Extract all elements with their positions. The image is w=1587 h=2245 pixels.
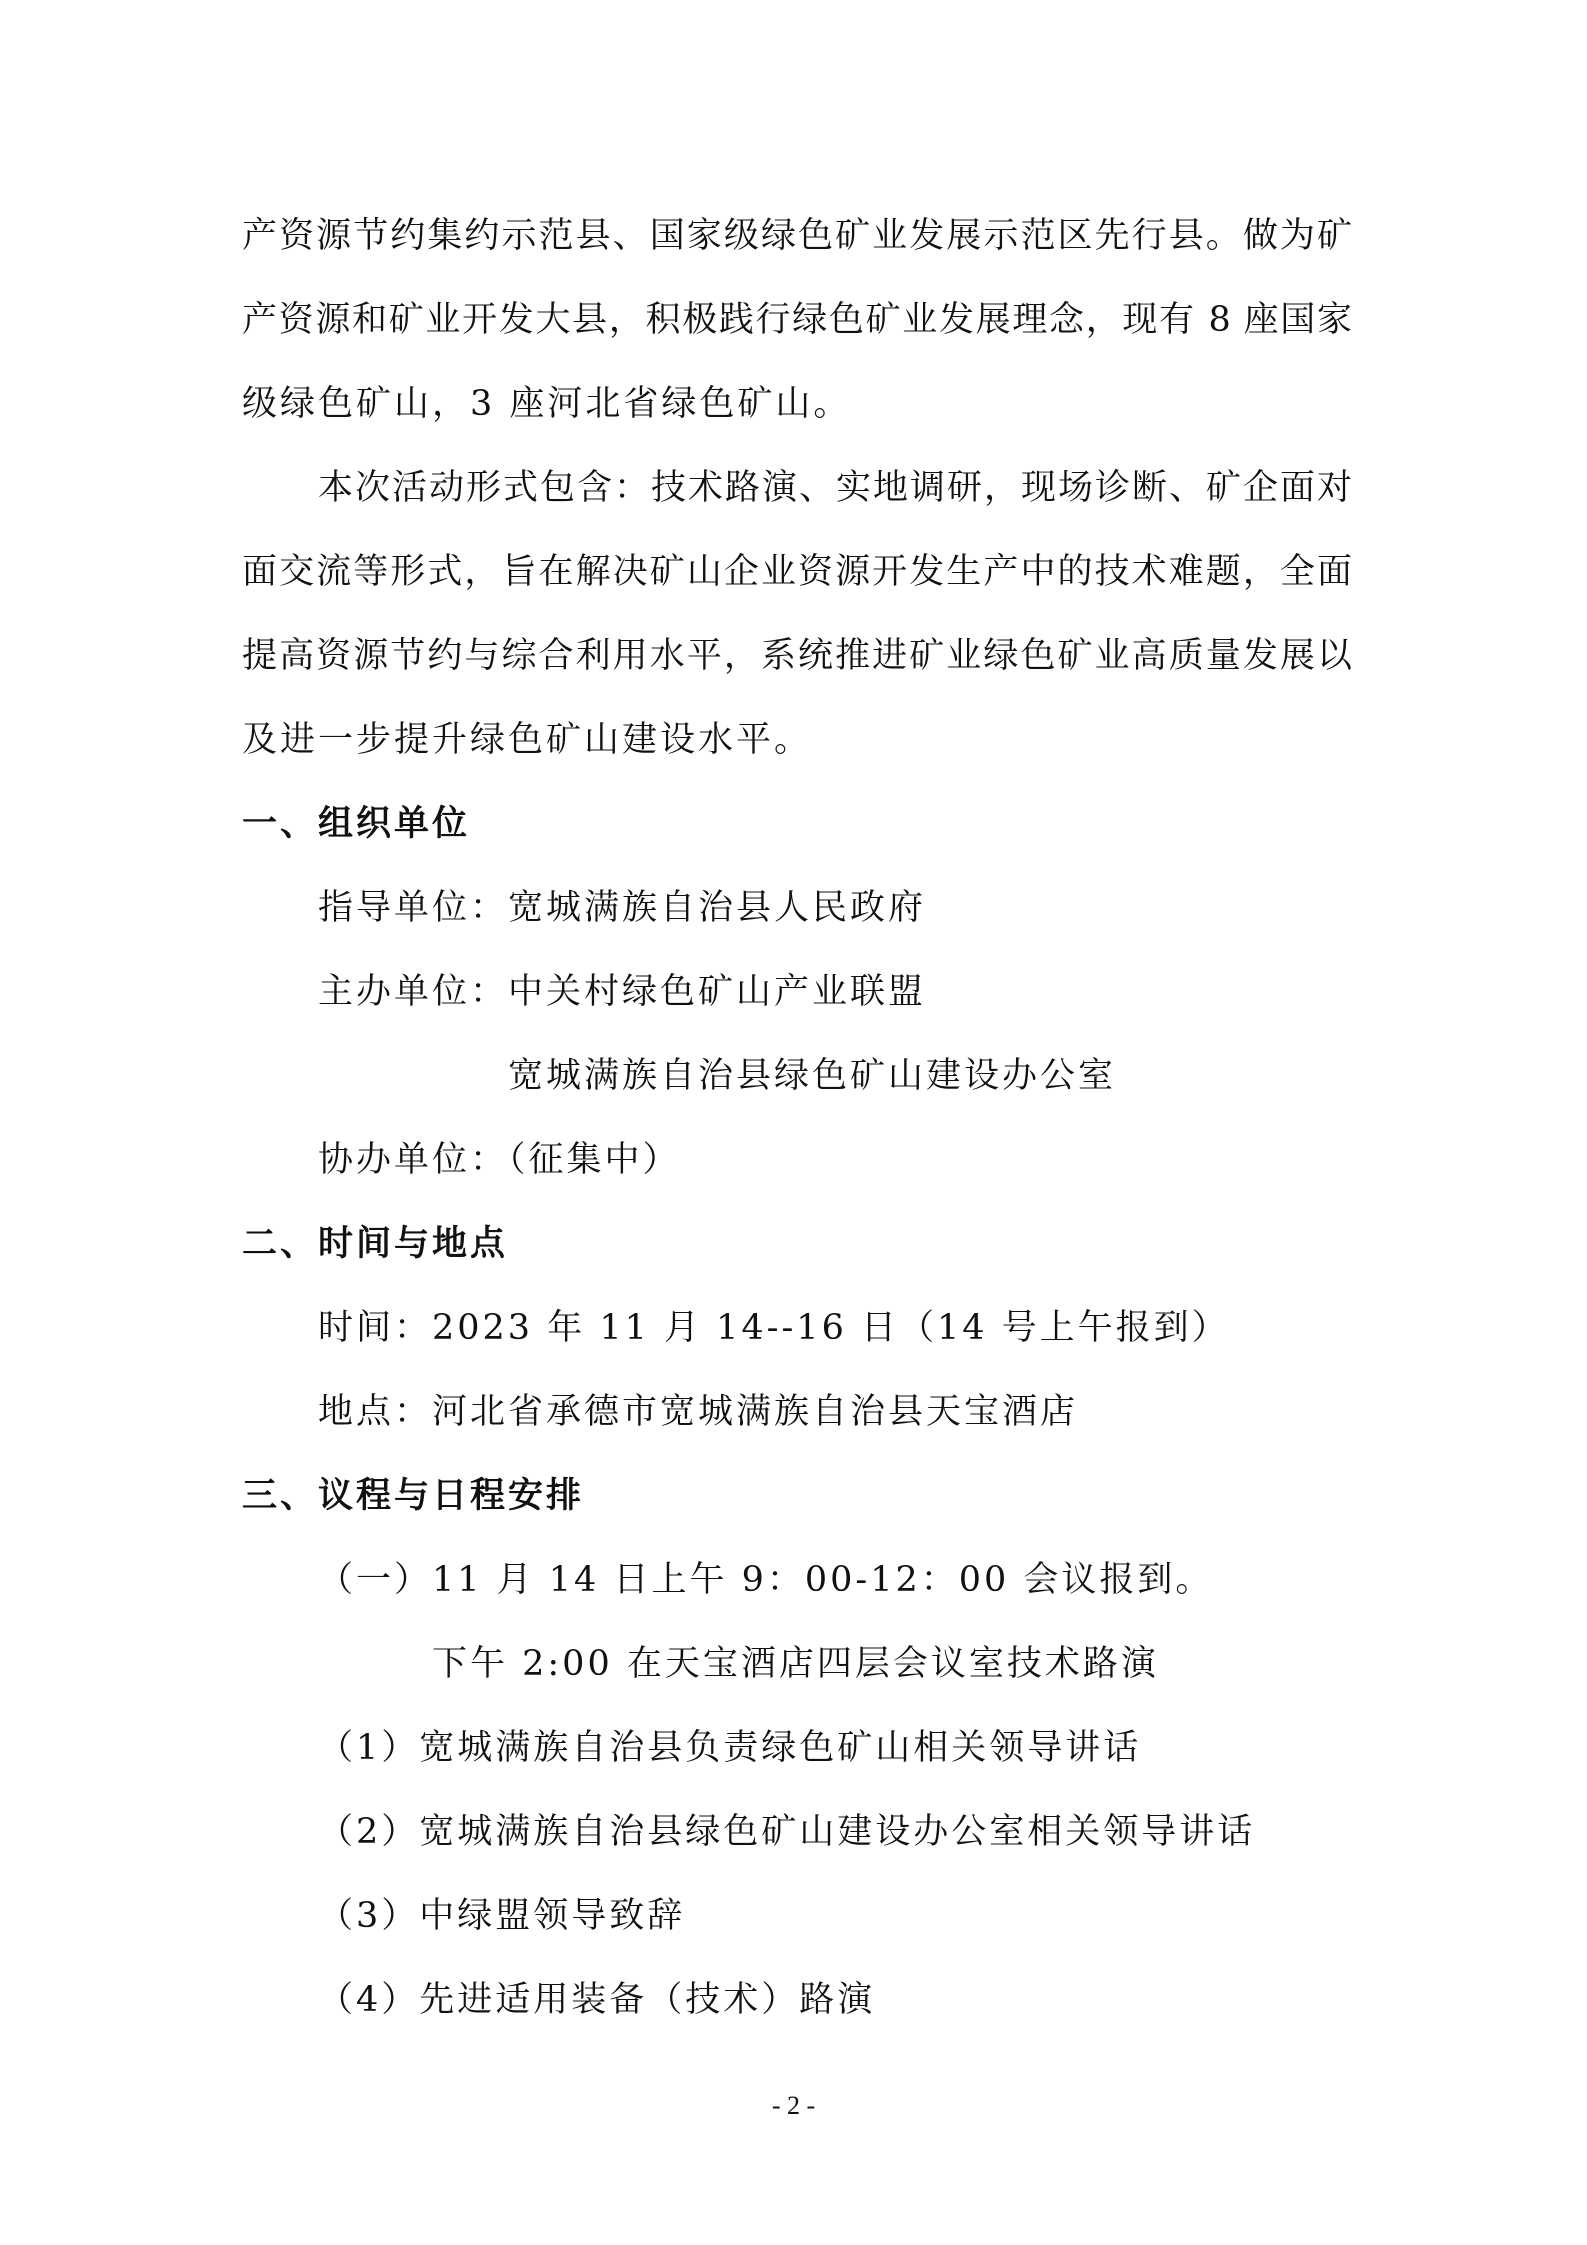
paragraph-2-line-4: 及进一步提升绿色矿山建设水平。 — [242, 720, 813, 760]
guide-unit: 指导单位：宽城满族自治县人民政府 — [318, 888, 927, 928]
section-1-heading: 一、组织单位 — [242, 804, 471, 844]
section-3-heading: 三、议程与日程安排 — [242, 1476, 585, 1516]
paragraph-2-line-3: 提高资源节约与综合利用水平，系统推进矿业绿色矿业高质量发展以 — [242, 636, 1352, 676]
agenda-item-3: （3）中绿盟领导致辞 — [318, 1896, 686, 1936]
paragraph-2-line-1: 本次活动形式包含：技术路演、实地调研，现场诊断、矿企面对 — [318, 468, 1352, 508]
page-number: - 2 - — [771, 2091, 816, 2120]
paragraph-1-line-3: 级绿色矿山，3 座河北省绿色矿山。 — [242, 384, 852, 424]
day-1-registration: （一）11 月 14 日上午 9：00-12：00 会议报到。 — [318, 1560, 1214, 1600]
paragraph-2-line-2: 面交流等形式，旨在解决矿山企业资源开发生产中的技术难题，全面 — [242, 552, 1352, 592]
event-place: 地点：河北省承德市宽城满族自治县天宝酒店 — [318, 1392, 1079, 1432]
event-time: 时间：2023 年 11 月 14--16 日（14 号上午报到） — [318, 1308, 1230, 1348]
agenda-item-4: （4）先进适用装备（技术）路演 — [318, 1980, 876, 2020]
host-unit-2: 宽城满族自治县绿色矿山建设办公室 — [508, 1056, 1117, 1096]
afternoon-roadshow: 下午 2:00 在天宝酒店四层会议室技术路演 — [432, 1644, 1159, 1684]
paragraph-1-line-1: 产资源节约集约示范县、国家级绿色矿业发展示范区先行县。做为矿 — [242, 216, 1352, 256]
host-unit: 主办单位：中关村绿色矿山产业联盟 — [318, 972, 927, 1012]
agenda-item-1: （1）宽城满族自治县负责绿色矿山相关领导讲话 — [318, 1728, 1142, 1768]
agenda-item-2: （2）宽城满族自治县绿色矿山建设办公室相关领导讲话 — [318, 1812, 1256, 1852]
section-2-heading: 二、时间与地点 — [242, 1224, 509, 1264]
co-organizer: 协办单位：（征集中） — [318, 1140, 681, 1180]
paragraph-1-line-2: 产资源和矿业开发大县，积极践行绿色矿业发展理念，现有 8 座国家 — [242, 300, 1352, 340]
